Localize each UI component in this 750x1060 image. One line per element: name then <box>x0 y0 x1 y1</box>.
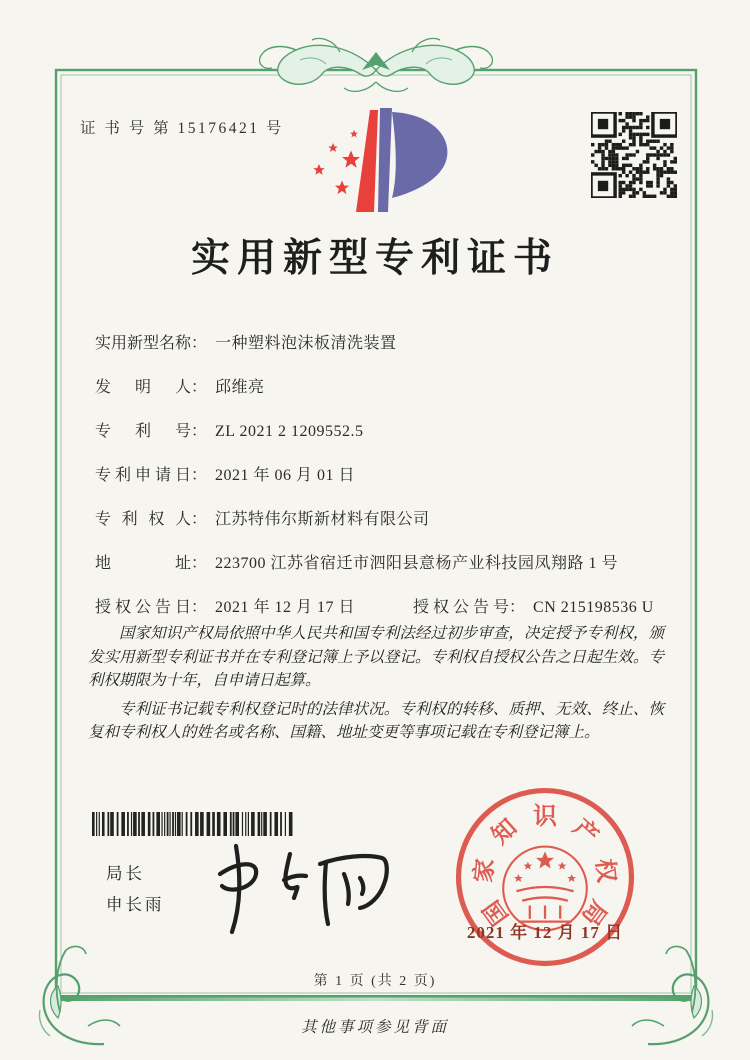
legal-paragraph-1: 国家知识产权局依照中华人民共和国专利法经过初步审查，决定授予专利权，颁发实用新型专利证书并在专利登记簿上予以登记。专利权自授权公告之日起生效。专利权期限为十年，自申请日起算。 <box>88 625 664 689</box>
field-value: ZL 2021 2 1209552.5 <box>215 423 364 440</box>
director-name: 申长雨 <box>106 895 165 914</box>
field-label: 授权公告日 <box>95 599 191 616</box>
director-signature <box>192 840 397 935</box>
svg-text:权: 权 <box>590 857 620 884</box>
svg-text:局: 局 <box>576 895 612 930</box>
field-label: 发明人 <box>95 379 191 396</box>
official-seal <box>450 782 640 972</box>
legal-paragraph-2: 专利证书记载专利权登记时的法律状况。专利权的转移、质押、无效、终止、恢复和专利权人的姓名或名称、国籍、地址变更等事项记载在专利登记簿上。 <box>88 700 664 741</box>
qr-code <box>591 112 677 198</box>
field-colon: ： <box>191 511 208 528</box>
field-label: 专利申请日 <box>95 467 191 484</box>
field-row-inventor <box>95 374 690 418</box>
field-label: 专利号 <box>95 423 191 440</box>
field-label: 地址 <box>95 555 191 572</box>
field-colon: ： <box>191 467 208 484</box>
field-colon: ： <box>191 423 208 440</box>
seal-date: 2021 年 12 月 17 日 <box>466 923 624 942</box>
svg-text:识: 识 <box>533 803 557 830</box>
bottom-rule <box>58 995 694 997</box>
legal-text <box>88 622 664 750</box>
svg-text:产: 产 <box>567 814 603 850</box>
logo-stars <box>313 130 360 194</box>
field-label: 专利权人 <box>95 511 191 528</box>
field-label: 实用新型名称 <box>95 335 192 352</box>
cnipa-logo <box>296 104 466 219</box>
grant-number-label: 授权公告号 <box>413 599 510 616</box>
back-note: 其他事项参见背面 <box>300 1019 449 1036</box>
certificate-number: 证 书 号 第 15176421 号 <box>80 120 284 137</box>
field-row-address <box>95 550 690 594</box>
director-title: 局长 <box>106 864 145 883</box>
field-row-filing-date <box>95 462 690 506</box>
svg-text:知: 知 <box>487 814 523 850</box>
page-number: 第 1 页 (共 2 页) <box>313 974 437 989</box>
svg-text:国: 国 <box>478 895 514 930</box>
field-value: 223700 江苏省宿迁市泗阳县意杨产业科技园凤翔路 1 号 <box>215 555 619 572</box>
top-center-ornament <box>260 39 493 92</box>
field-value: 邱维亮 <box>215 379 265 396</box>
logo-p-mark <box>356 108 447 212</box>
field-list <box>95 330 690 638</box>
field-colon: ： <box>191 599 208 616</box>
director-block <box>106 858 165 920</box>
field-value: 2021 年 06 月 01 日 <box>215 467 356 484</box>
field-value: 江苏特伟尔斯新材料有限公司 <box>215 511 430 528</box>
certificate-title: 实用新型专利证书 <box>190 237 559 280</box>
field-row-patent-no <box>95 418 690 462</box>
field-row-name <box>95 330 690 374</box>
field-value: 一种塑料泡沫板清洗装置 <box>215 335 397 352</box>
field-row-patentee <box>95 506 690 550</box>
field-colon: ： <box>191 379 208 396</box>
field-colon: ： <box>191 555 208 572</box>
barcode <box>92 812 297 836</box>
grant-number-value: CN 215198536 U <box>533 599 654 616</box>
field-colon: ： <box>509 599 526 616</box>
svg-text:家: 家 <box>470 857 500 884</box>
field-value: 2021 年 12 月 17 日 <box>215 599 356 616</box>
field-colon: ： <box>191 335 208 352</box>
